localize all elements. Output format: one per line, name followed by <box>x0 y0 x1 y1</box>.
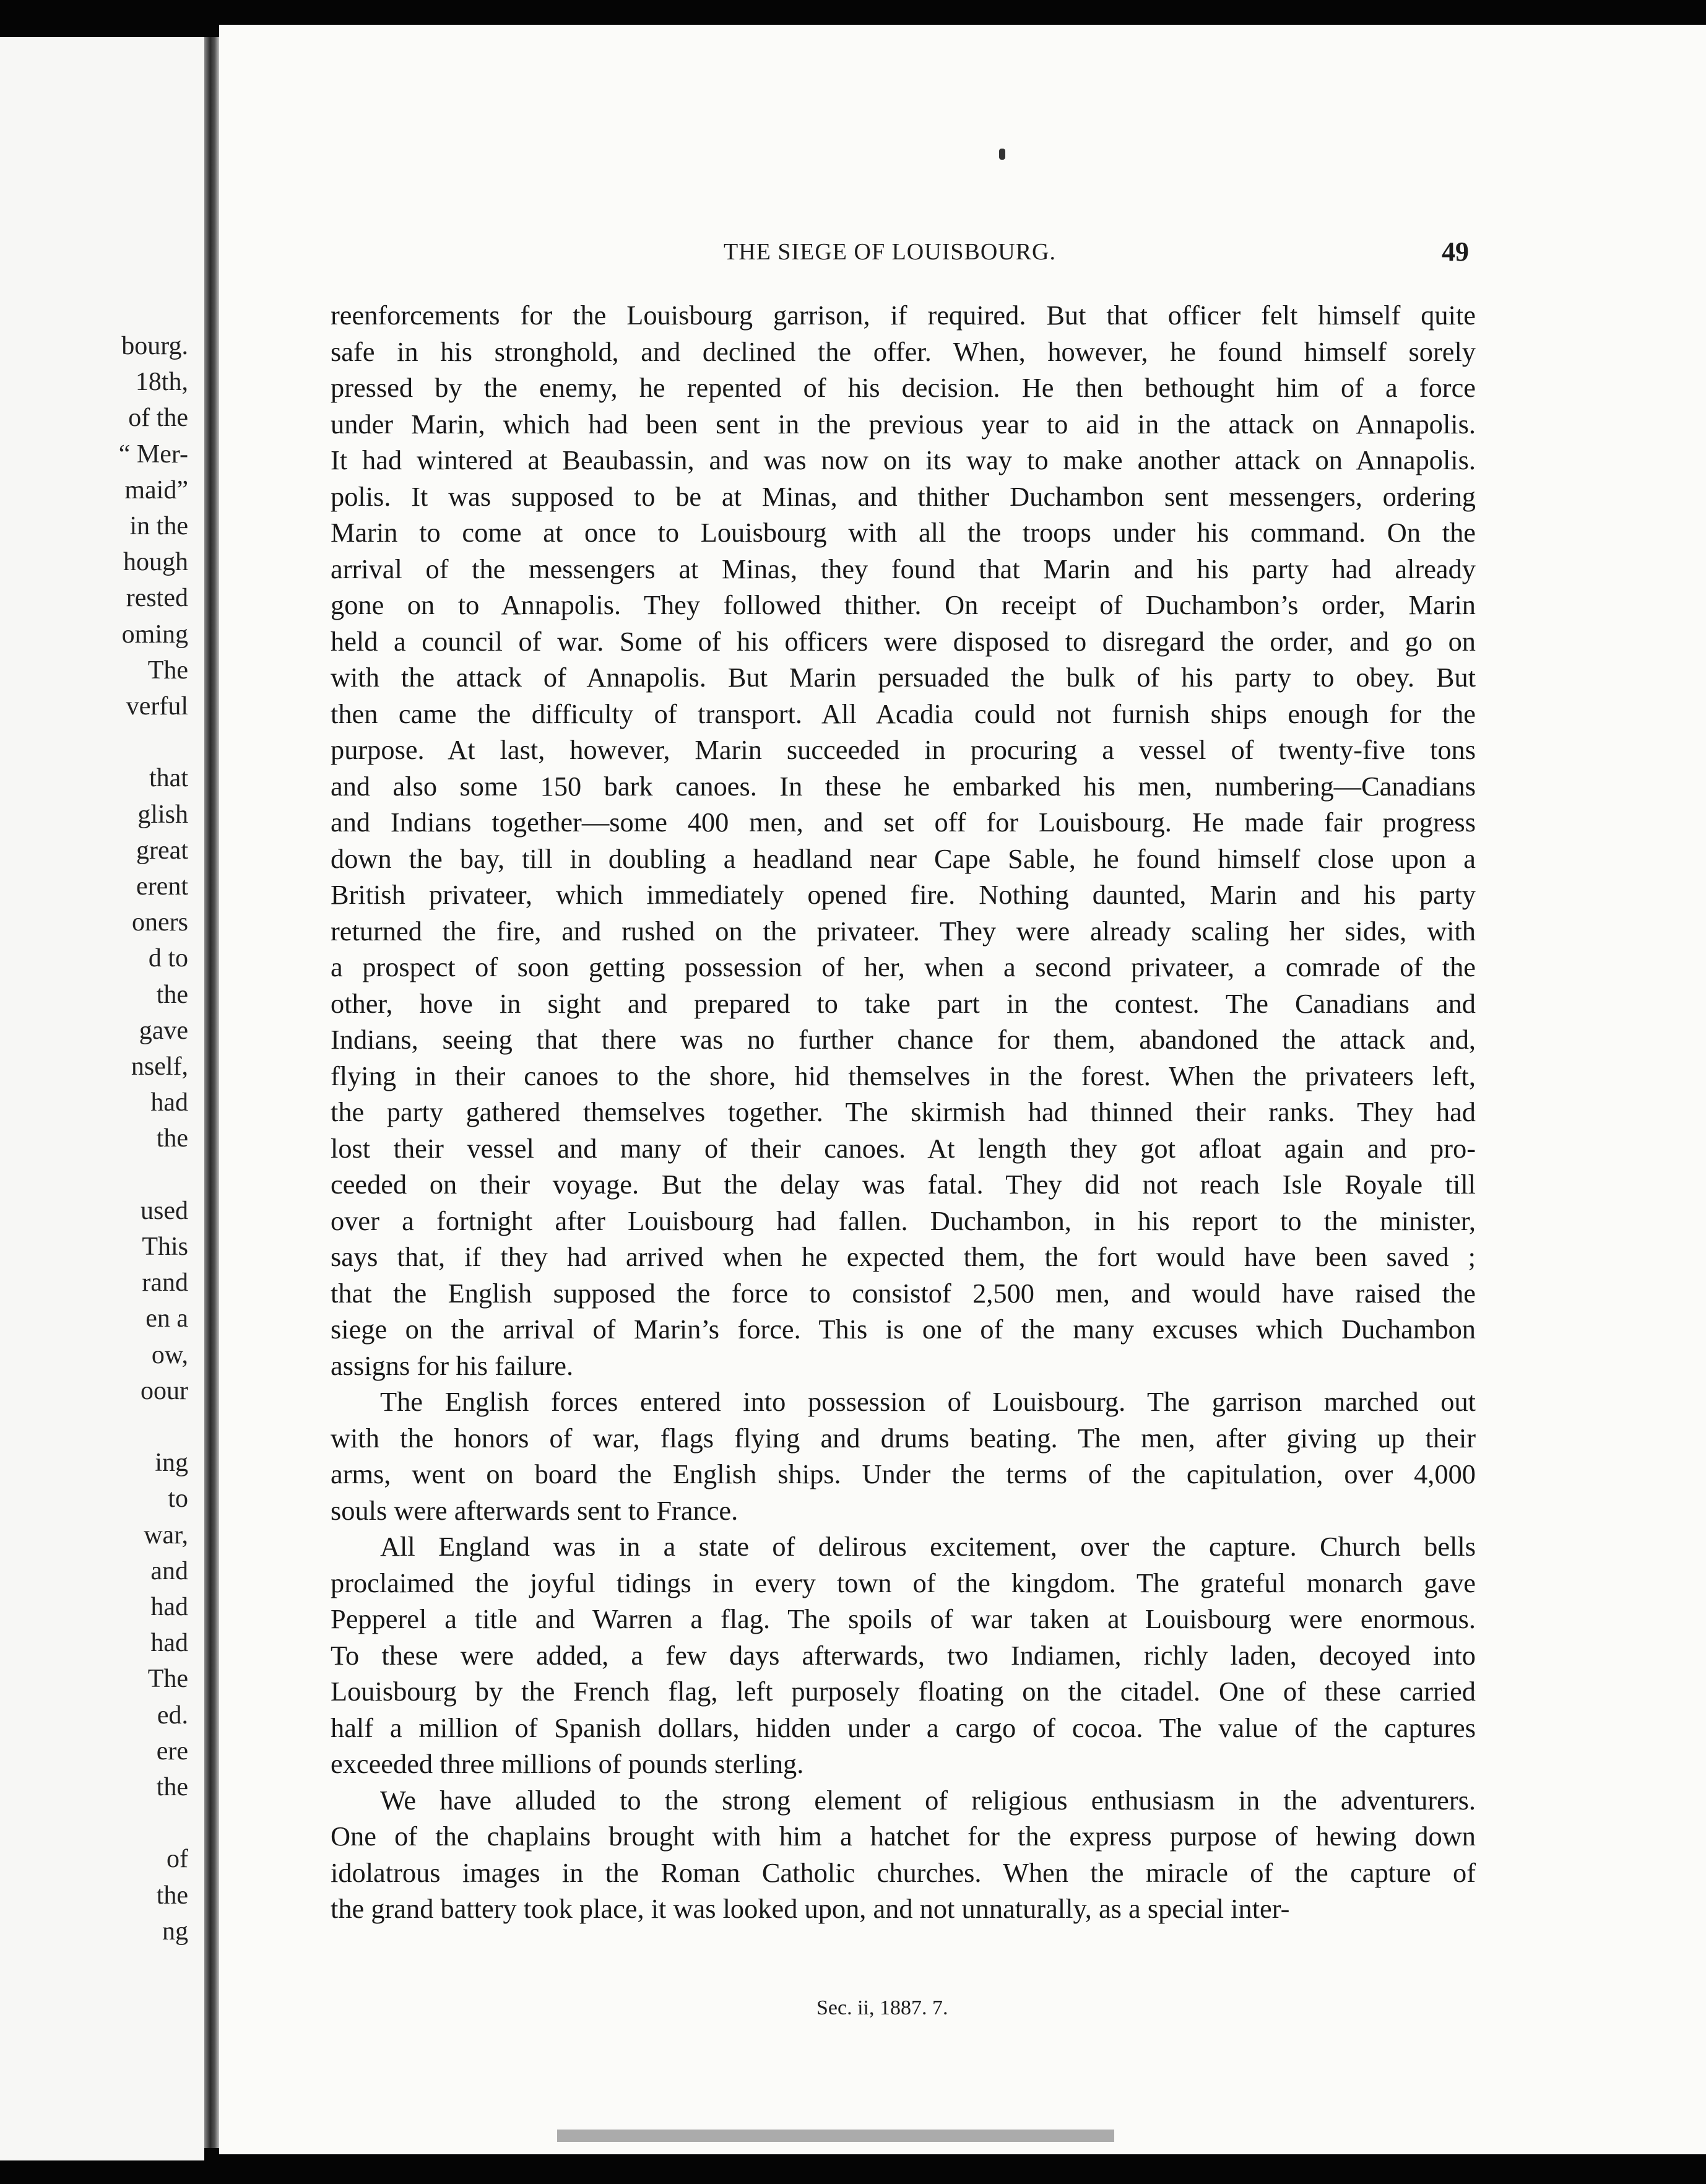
text-line: polis. It was supposed to be at Minas, and thither Duchambon sent messengers, ordering <box>331 480 1476 512</box>
text-line: arms, went on board the English ships. Under the terms of the capitulation, over 4,000 <box>331 1458 1476 1489</box>
text-line: siege on the arrival of Marin’s force. This is one of the many excuses which Duchambon <box>331 1314 1476 1345</box>
text-line: idolatrous images in the Roman Catholic churches. When the miracle of the capture of <box>331 1857 1476 1888</box>
left-page-fragment: This <box>142 1233 188 1261</box>
left-page-fragment: glish <box>137 800 188 829</box>
left-page-fragment: the <box>156 1124 188 1153</box>
text-line: the grand battery took place, it was looked upon, and not unnaturally, as a special inter- <box>331 1893 1290 1924</box>
page-number: 49 <box>1442 236 1469 267</box>
left-page-fragment: 18th, <box>135 368 188 397</box>
text-line: over a fortnight after Louisbourg had fallen. Duchambon, in his report to the minister, <box>331 1205 1476 1236</box>
text-line: purpose. At last, however, Marin succeeded in procuring a vessel of twenty-five tons <box>331 734 1476 765</box>
left-page-fragment: had <box>150 1088 188 1117</box>
left-page-fragment: “ Mer- <box>118 440 188 469</box>
text-line: To these were added, a few days afterwards, two Indiamen, richly laden, decoyed into <box>331 1639 1476 1671</box>
text-line: gone on to Annapolis. They followed thither. On receipt of Duchambon’s order, Marin <box>331 589 1476 620</box>
left-page-fragment: d to <box>148 944 188 973</box>
text-line: with the honors of war, flags flying and drums beating. The men, after giving up their <box>331 1422 1476 1454</box>
left-page-fragment: maid” <box>124 475 188 505</box>
text-line: We have alluded to the strong element of religious enthusiasm in the adventurers. <box>380 1784 1476 1816</box>
text-line: then came the difficulty of transport. All Acadia could not furnish ships enough for the <box>331 698 1476 729</box>
text-line: lost their vessel and many of their canoes. At length they got afloat again and pro- <box>331 1132 1476 1164</box>
left-page-fragment: oming <box>121 620 188 649</box>
text-line: other, hove in sight and prepared to take part in the contest. The Canadians and <box>331 987 1476 1019</box>
text-line: One of the chaplains brought with him a hatchet for the express purpose of hewing down <box>331 1821 1476 1852</box>
text-line: Indians, seeing that there was no further chance for them, abandoned the attack and, <box>331 1024 1476 1055</box>
left-page-fragment: en a <box>145 1304 188 1333</box>
left-page-fragment: ing <box>155 1449 188 1478</box>
left-page-fragment: ere <box>156 1736 188 1766</box>
text-line: Marin to come at once to Louisbourg with all the troops under his command. On the <box>331 517 1476 548</box>
left-page-fragment: the <box>156 1773 188 1801</box>
text-line: a prospect of soon getting possession of her, when a second privateer, a comrade of the <box>331 951 1476 982</box>
text-line: All England was in a state of delirous excitement, over the capture. Church bells <box>380 1531 1476 1562</box>
text-line: It had wintered at Beaubassin, and was now on its way to make another attack on Annapolis. <box>331 444 1476 475</box>
text-line: with the attack of Annapolis. But Marin persuaded the bulk of his party to obey. But <box>331 662 1476 693</box>
left-page-fragment: verful <box>126 692 188 721</box>
text-line: British privateer, which immediately opened fire. Nothing daunted, Marin and his party <box>331 879 1476 910</box>
left-page-fragment: ow, <box>151 1340 188 1369</box>
left-page-fragment: of the <box>128 404 188 433</box>
left-page-fragment: that <box>149 764 188 793</box>
text-line: and Indians together—some 400 men, and set off for Louisbourg. He made fair progress <box>331 807 1476 838</box>
left-page-fragment: oour <box>141 1376 188 1405</box>
left-page-fragment: in the <box>129 512 188 540</box>
left-page-fragment: war, <box>144 1520 188 1549</box>
left-page-fragment: The <box>147 656 188 685</box>
book-gutter <box>204 37 219 2148</box>
text-line: ceeded on their voyage. But the delay was fatal. They did not reach Isle Royale till <box>331 1169 1476 1200</box>
left-page-fragment: had <box>150 1629 188 1658</box>
left-page-fragment: ng <box>162 1917 188 1946</box>
text-line: Pepperel a title and Warren a flag. The spoils of war taken at Louisbourg were enormous. <box>331 1603 1476 1634</box>
left-page-fragment: and <box>150 1556 188 1585</box>
left-page-fragment: used <box>141 1196 188 1225</box>
text-line: arrival of the messengers at Minas, they found that Marin and his party had already <box>331 553 1476 584</box>
text-line: and also some 150 bark canoes. In these he embarked his men, numbering—Canadians <box>331 770 1476 802</box>
left-page-fragment: hough <box>123 548 188 577</box>
text-line: souls were afterwards sent to France. <box>331 1494 738 1526</box>
left-page-fragment: to <box>168 1484 188 1514</box>
text-line: down the bay, till in doubling a headland near Cape Sable, he found himself close upon a <box>331 843 1476 874</box>
text-line: half a million of Spanish dollars, hidden under a cargo of cocoa. The value of the captures <box>331 1712 1476 1743</box>
left-page-fragment: bourg. <box>121 332 188 360</box>
text-line: exceeded three millions of pounds sterling. <box>331 1748 804 1779</box>
left-page-fragment: great <box>136 836 188 865</box>
left-page-fragment: The <box>147 1665 188 1694</box>
left-page-fragment: gave <box>139 1016 188 1045</box>
text-line: flying in their canoes to the shore, hid themselves in the forest. When the privateers left, <box>331 1060 1476 1091</box>
ink-speck <box>999 149 1005 160</box>
text-line: reenforcements for the Louisbourg garrison, if required. But that officer felt himself quite <box>331 300 1476 331</box>
left-page-fragment: the <box>156 1881 188 1910</box>
text-line: that the English supposed the force to consistof 2,500 men, and would have raised the <box>331 1277 1476 1309</box>
left-page-fragment: of <box>167 1845 188 1874</box>
text-line: the party gathered themselves together. The skirmish had thinned their ranks. They had <box>331 1096 1476 1127</box>
page-bottom-shadow <box>557 2130 1114 2142</box>
text-line: Louisbourg by the French flag, left purposely floating on the citadel. One of these carried <box>331 1676 1476 1707</box>
left-page-fragment: erent <box>136 872 188 901</box>
left-page-fragment: rested <box>126 584 188 613</box>
text-line: held a council of war. Some of his officers were disposed to disregard the order, and go on <box>331 625 1476 657</box>
left-page-fragment: ed. <box>157 1701 188 1730</box>
left-page-edge <box>0 37 204 2160</box>
text-line: says that, if they had arrived when he expected them, the fort would have been saved ; <box>331 1241 1476 1272</box>
text-line: under Marin, which had been sent in the previous year to aid in the attack on Annapolis. <box>331 408 1476 440</box>
left-page-fragment: rand <box>142 1268 188 1298</box>
body-text <box>331 297 1476 1927</box>
left-page-fragment: oners <box>132 908 188 937</box>
text-line: assigns for his failure. <box>331 1350 574 1381</box>
text-line: pressed by the enemy, he repented of his decision. He then bethought him of a force <box>331 372 1476 403</box>
text-line: returned the fire, and rushed on the privateer. They were already scaling her sides, with <box>331 915 1476 947</box>
left-page-fragment: nself, <box>131 1052 188 1081</box>
running-head-title: THE SIEGE OF LOUISBOURG. <box>724 239 1056 265</box>
signature-mark: Sec. ii, 1887. 7. <box>816 1996 948 2019</box>
left-page-fragment: the <box>156 980 188 1009</box>
text-line: The English forces entered into possession of Louisbourg. The garrison marched out <box>380 1386 1476 1417</box>
text-line: proclaimed the joyful tidings in every town of the kingdom. The grateful monarch gave <box>331 1567 1476 1598</box>
left-page-fragment: had <box>150 1593 188 1621</box>
right-page <box>219 25 1706 2154</box>
text-line: safe in his stronghold, and declined the offer. When, however, he found himself sorely <box>331 336 1476 367</box>
